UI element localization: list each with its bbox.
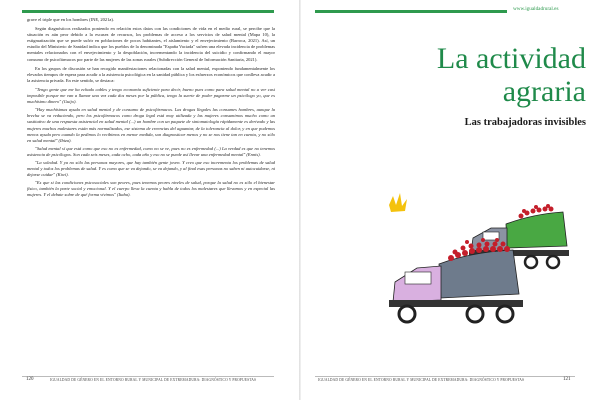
front-truck-icon (389, 238, 523, 322)
spark-icon (389, 193, 407, 212)
chapter-title-line1: La actividad (436, 42, 586, 75)
left-page (0, 0, 299, 400)
quote-3: "Salud mental sí que está como que eso no es enfermedad, como no se ve, pues no es enfermedad (...) La verdad es que no tenemos asistencia de psicólogos. Son cada seis meses, cada ocho, cada año y eso no se puede así llevar una enfermedad mental" (Ennis). (27, 145, 275, 157)
chapter-title-line2: agraria (502, 75, 586, 108)
quote-4: "La soledad. Y ya no sólo las personas mayores, que hay también gente joven. Y creo que eso incrementa los problemas de salud mental y todos los problemas de salud. Y es como que se va dejando, se va dejando, y al final esas personas no saben ni autocuidarse, ni dejarse cuidar" (Kiwi). (27, 159, 275, 178)
right-page (301, 0, 600, 400)
footer-text-left: IGUALDAD DE GÉNERO EN EL ENTORNO RURAL Y MUNICIPAL DE EXTREMADURA: DIAGNÓSTICO Y PROPUESTAS (50, 378, 257, 382)
left-body-text (27, 17, 275, 201)
footer-text-right: IGUALDAD DE GÉNERO EN EL ENTORNO RURAL Y MUNICIPAL DE EXTREMADURA: DIAGNÓSTICO Y PROPUESTAS (318, 378, 525, 382)
quote-2: "Hay muchísimas ayuda en salud mental y de consumo de psicofármacos. Las drogas llegales las consumes hombres, aunque la brecha se va reduciendo, pero los psicofármacos como droga legal está muy utilizada y las mujeres consumimos mucho como un sustitutivo de una respuesta asistencial en salud mental (...) un hombre con un paquete de sintomatología rápidamente es derivado y las mujeres muchos malestares están más normalizados, ese sistema de creencias del aguantar, de la tolerancia al dolor, y en que podemos menos ayuda pero cuando la pedimos lo recibimos en menor medida, son diagnosticar menos y no se nos tiene tan en cuenta, y no sólo en salud mental" (Ibiza). (27, 107, 275, 143)
quote-5: "Es que si las condiciones psicosociales son peores, pues tenemos peores niveles de salud, porque la salud no es sólo el bienestar físico, también la parte social y emocional. Y el cuerpo lleva la cuenta y habla de todos los malestares que llevamos y en especial las mujeres. Y el debate sobre de qué forma vivimos" (Itaba). (27, 180, 275, 198)
tractor-trucks-illustration (301, 0, 600, 400)
paragraph-1: grave el triple que en los hombres (INE, 2021a). (27, 17, 114, 22)
page-number-left: 120 (26, 377, 34, 382)
chapter-subtitle: Las trabajadoras invisibles (464, 117, 586, 128)
top-accent-bar (22, 10, 274, 13)
footer-rule (315, 376, 575, 377)
paragraph-3: En los grupos de discusión se han recogido manifestaciones relacionadas con la salud mental, exponiendo fundamentalmente los elevados tiempos de espera para acudir a la asistencia psicológica en la sanidad pública y los esfuerzos económicos que conlleva acudir a la asistencia privada. En este sentido, se destaca: (27, 65, 275, 83)
site-url: www.igualdadrural.es (513, 6, 559, 12)
paragraph-2: Según diagnósticos realizados poniendo en relación estos datos con las condiciones de vida en el medio rural, se percibe que la situación es aún peor debido a la escasez de recursos, los problemas de acceso a los servicios de salud mental (Mapa 10), la estigmatización que se puede sufrir en poblaciones de pocos habitantes, el aislamiento y el envejecimiento (Barroca, 2021). Así, un estudio del Ministerio de Sanidad indica que los pueblos de la denominada "España Vaciada" sufren una elevada incidencia de problemas mentales relacionados con el envejecimiento y la despoblación, incrementando la incidencia del suicidio y confirmando el mayor consumo de psicofármacos por parte de las mujeres de las zonas rurales (Subdirección General de Información Sanitaria, 2021). (27, 26, 275, 62)
quote-1: "Tengo gente que me ha echado cables y tengo economía suficiente para decir, bueno pues como para salud mental no a ver casi imposible porque me van a llamar una vez cada dos meses por la pública, tengo la suerte de poder pagarme un psicólogo yo, que es muchísimo dinero" (Guijo). (27, 86, 275, 105)
footer-rule (22, 376, 274, 377)
page-number-right: 121 (563, 377, 571, 382)
